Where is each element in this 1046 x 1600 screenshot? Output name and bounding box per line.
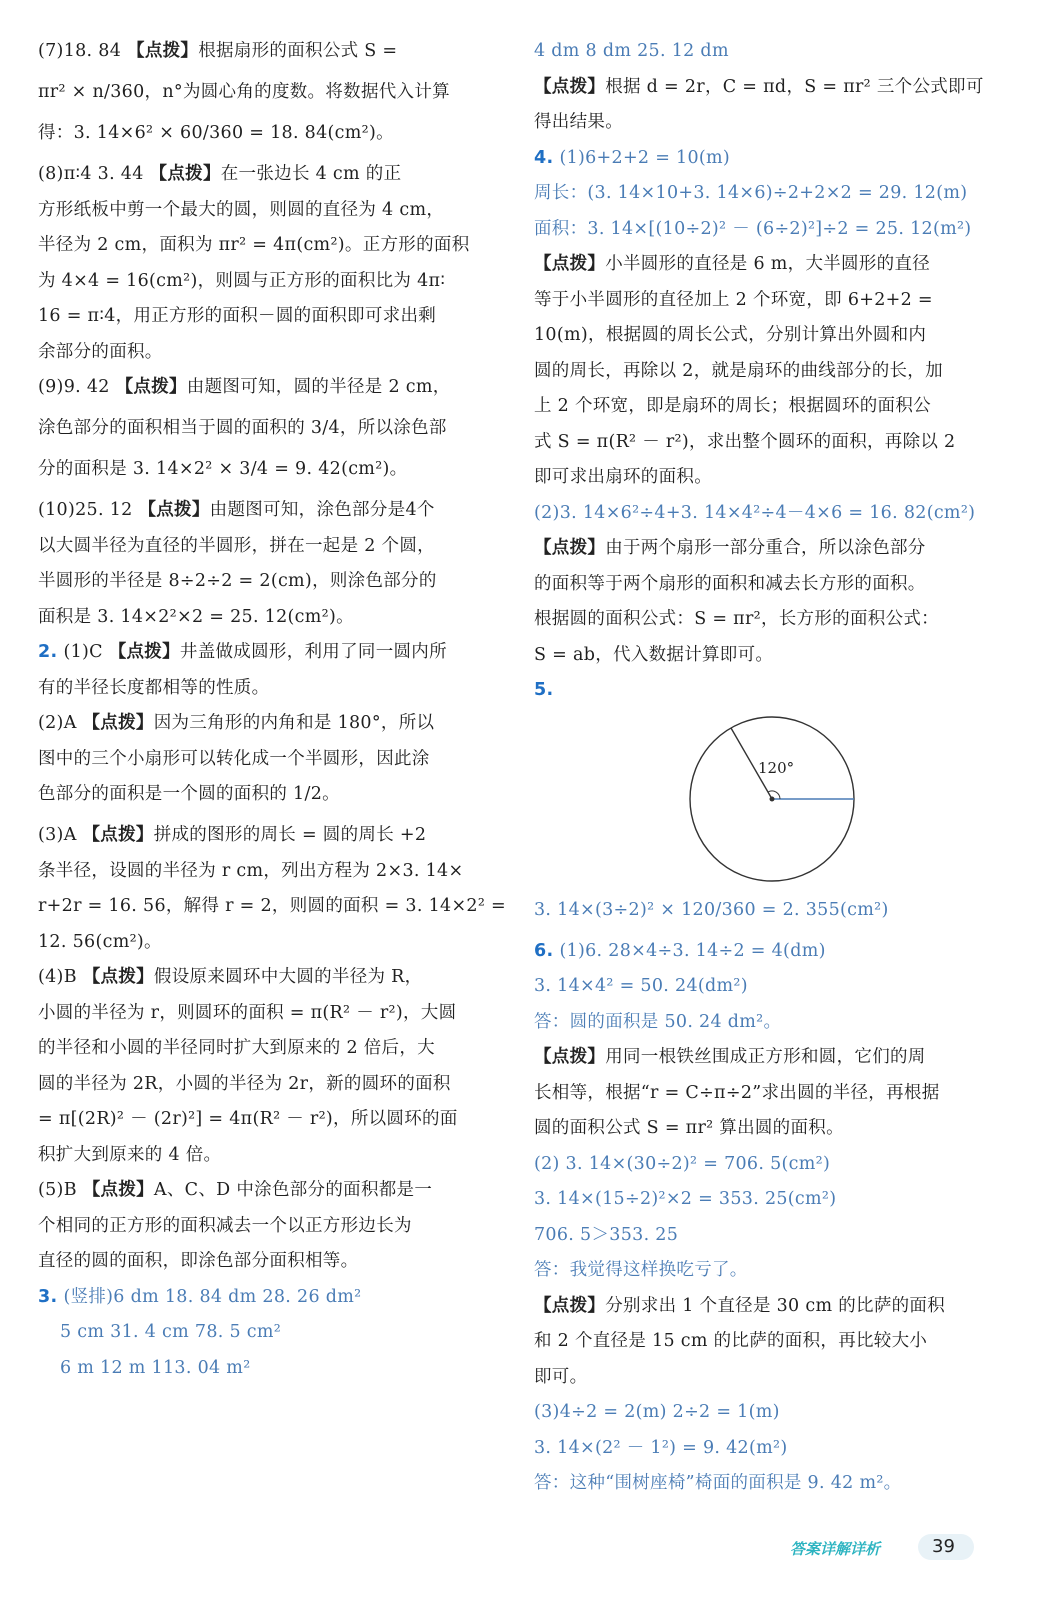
text-line: 【点拨】由于两个扇形一部分重合，所以涂色部分 [534,538,926,558]
text-line: 色部分的面积是一个圆的面积的 1/2。 [38,784,340,804]
text-line: (10)25. 12 【点拨】由题图可知，涂色部分是4个 [38,500,435,520]
text-line: 上 2 个环宽，即是扇环的周长；根据圆环的面积公 [534,396,931,416]
question-number: 5. [534,680,554,700]
question-number: 3. [38,1286,58,1307]
text-line: 6. (1)6. 28×4÷3. 14÷2 = 4(dm) [534,940,826,961]
circle-figure [686,713,866,885]
text-line: 圆的面积公式 S = πr² 算出圆的面积。 [534,1118,844,1138]
text-line: 12. 56(cm²)。 [38,931,162,952]
text-line: 周长：(3. 14×10+3. 14×6)÷2+2×2 = 29. 12(m) [534,183,968,203]
text-line: 6 m 12 m 113. 04 m² [60,1357,251,1378]
text-line: (4)B 【点拨】假设原来圆环中大圆的半径为 R， [38,967,423,987]
text-line: 有的半径长度都相等的性质。 [38,677,270,698]
text-line: 得：3. 14×6² × 60/360 = 18. 84(cm²)。 [38,123,394,143]
text-line: 圆的半径为 2R，小圆的半径为 2r，新的圆环的面积 [38,1073,451,1094]
text-line: = π[(2R)² － (2r)²] = 4π(R² － r²)，所以圆环的面 [38,1109,458,1129]
text-line: 长相等，根据“r = C÷π÷2”求出圆的半径，再根据 [534,1082,940,1103]
text-line [534,677,1004,703]
text-line: 的半径和小圆的半径同时扩大到原来的 2 倍后，大 [38,1038,435,1058]
text-line: r+2r = 16. 56，解得 r = 2，则圆的面积 = 3. 14×2² = [38,896,506,916]
page-footer [790,1530,990,1566]
text-line: (3)4÷2 = 2(m) 2÷2 = 1(m) [534,1402,780,1422]
text-line: 【点拨】小半圆形的直径是 6 m，大半圆形的直径 [534,254,931,274]
text-line: 圆的周长，再除以 2，就是扇环的曲线部分的长，加 [534,360,943,381]
text-line: 5 cm 31. 4 cm 78. 5 cm² [60,1322,282,1342]
text-line: (5)B 【点拨】A、C、D 中涂色部分的面积都是一 [38,1180,433,1200]
text-line: 3. 14×(2² － 1²) = 9. 42(m²) [534,1437,788,1458]
right-column [534,38,1004,1506]
text-line: 【点拨】根据 d = 2r，C = πd，S = πr² 三个公式即可 [534,76,984,97]
text-line: 4 dm 8 dm 25. 12 dm [534,41,729,61]
text-line: 3. 14×(15÷2)²×2 = 353. 25(cm²) [534,1189,837,1209]
center-point [770,796,775,801]
text-line: 面积是 3. 14×2²×2 = 25. 12(cm²)。 [38,606,354,627]
text-line: πr² × n/360，n°为圆心角的度数。将数据代入计算 [38,82,450,102]
text-line: 余部分的面积。 [38,341,163,362]
text-line: 3. (竖排)6 dm 18. 84 dm 28. 26 dm² [38,1286,362,1307]
text-line: 式 S = π(R² － r²)，求出整个圆环的面积，再除以 2 [534,431,956,452]
text-line: 半径为 2 cm，面积为 πr² = 4π(cm²)。正方形的面积 [38,235,470,255]
text-line: 涂色部分的面积相当于圆的面积的 3/4，所以涂色部 [38,418,447,438]
footer-label: 答案详解详析 [790,1540,881,1558]
text-line: 706. 5＞353. 25 [534,1224,679,1245]
text-line: (3)A 【点拨】拼成的图形的周长 = 圆的周长 +2 [38,825,427,845]
text-line: 10(m)，根据圆的周长公式，分别计算出外圆和内 [534,325,927,345]
text-line: 16 = π∶4，用正方形的面积－圆的面积即可求出剩 [38,306,437,326]
left-column [38,38,506,1390]
text-line: 条半径，设圆的半径为 r cm，列出方程为 2×3. 14× [38,860,464,881]
text-line: 和 2 个直径是 15 cm 的比萨的面积，再比较大小 [534,1331,928,1351]
text-line: 3. 14×4² = 50. 24(dm²) [534,976,748,996]
text-line: 答：这种“围树座椅”椅面的面积是 9. 42 m²。 [534,1473,902,1493]
text-line: S = ab，代入数据计算即可。 [534,644,774,665]
question-number: 6. [534,940,554,961]
text-line: 为 4×4 = 16(cm²)，则圆与正方形的面积比为 4π∶ [38,270,446,291]
text-line: (2) 3. 14×(30÷2)² = 706. 5(cm²) [534,1153,831,1174]
question-number: 2. [38,642,58,662]
text-line: 【点拨】分别求出 1 个直径是 30 cm 的比萨的面积 [534,1295,946,1316]
text-line: 等于小半圆形的直径加上 2 个环宽，即 6+2+2 = [534,289,933,310]
text-line: 3. 14×(3÷2)² × 120/360 = 2. 355(cm²) [534,899,889,920]
text-line: 【点拨】用同一根铁丝围成正方形和圆，它们的周 [534,1047,926,1067]
angle-label: 120° [758,758,795,777]
text-line: 即可求出扇环的面积。 [534,467,712,487]
text-line: 4. (1)6+2+2 = 10(m) [534,147,731,168]
text-line: (2)A 【点拨】因为三角形的内角和是 180°，所以 [38,713,435,733]
text-line: 方形纸板中剪一个最大的圆，则圆的直径为 4 cm， [38,199,445,220]
text-line: 分的面积是 3. 14×2² × 3/4 = 9. 42(cm²)。 [38,459,408,479]
text-line: 小圆的半径为 r，则圆环的面积 = π(R² － r²)，大圆 [38,1002,457,1023]
text-line: (7)18. 84 【点拨】根据扇形的面积公式 S = [38,41,398,61]
text-line: 面积：3. 14×[(10÷2)² － (6÷2)²]÷2 = 25. 12(m²) [534,218,972,239]
text-line: 根据圆的面积公式：S = πr²，长方形的面积公式： [534,609,939,629]
text-line: 答：我觉得这样换吃亏了。 [534,1260,748,1280]
text-line: 答：圆的面积是 50. 24 dm²。 [534,1011,782,1032]
circle-diagram [534,713,1004,885]
text-line: 得出结果。 [534,112,623,132]
text-line: 个相同的正方形的面积减去一个以正方形边长为 [38,1215,412,1236]
text-line: 直径的圆的面积，即涂色部分面积相等。 [38,1251,359,1271]
text-line: (2)3. 14×6²÷4+3. 14×4²÷4－4×6 = 16. 82(cm²) [534,502,976,523]
page-number: 39 [932,1536,955,1557]
text-line: 的面积等于两个扇形的面积和减去长方形的面积。 [534,573,926,594]
text-line: 图中的三个小扇形可以转化成一个半圆形，因此涂 [38,748,430,769]
question-number: 4. [534,147,554,168]
text-line: (9)9. 42 【点拨】由题图可知，圆的半径是 2 cm， [38,377,451,397]
text-line: (8)π∶4 3. 44 【点拨】在一张边长 4 cm 的正 [38,164,402,184]
text-line: 以大圆半径为直径的半圆形，拼在一起是 2 个圆， [38,535,435,556]
text-line: 积扩大到原来的 4 倍。 [38,1144,222,1165]
text-line: 2. (1)C 【点拨】井盖做成圆形，利用了同一圆内所 [38,642,447,662]
text-line: 即可。 [534,1366,588,1387]
text-line: 半圆形的半径是 8÷2÷2 = 2(cm)，则涂色部分的 [38,571,437,591]
